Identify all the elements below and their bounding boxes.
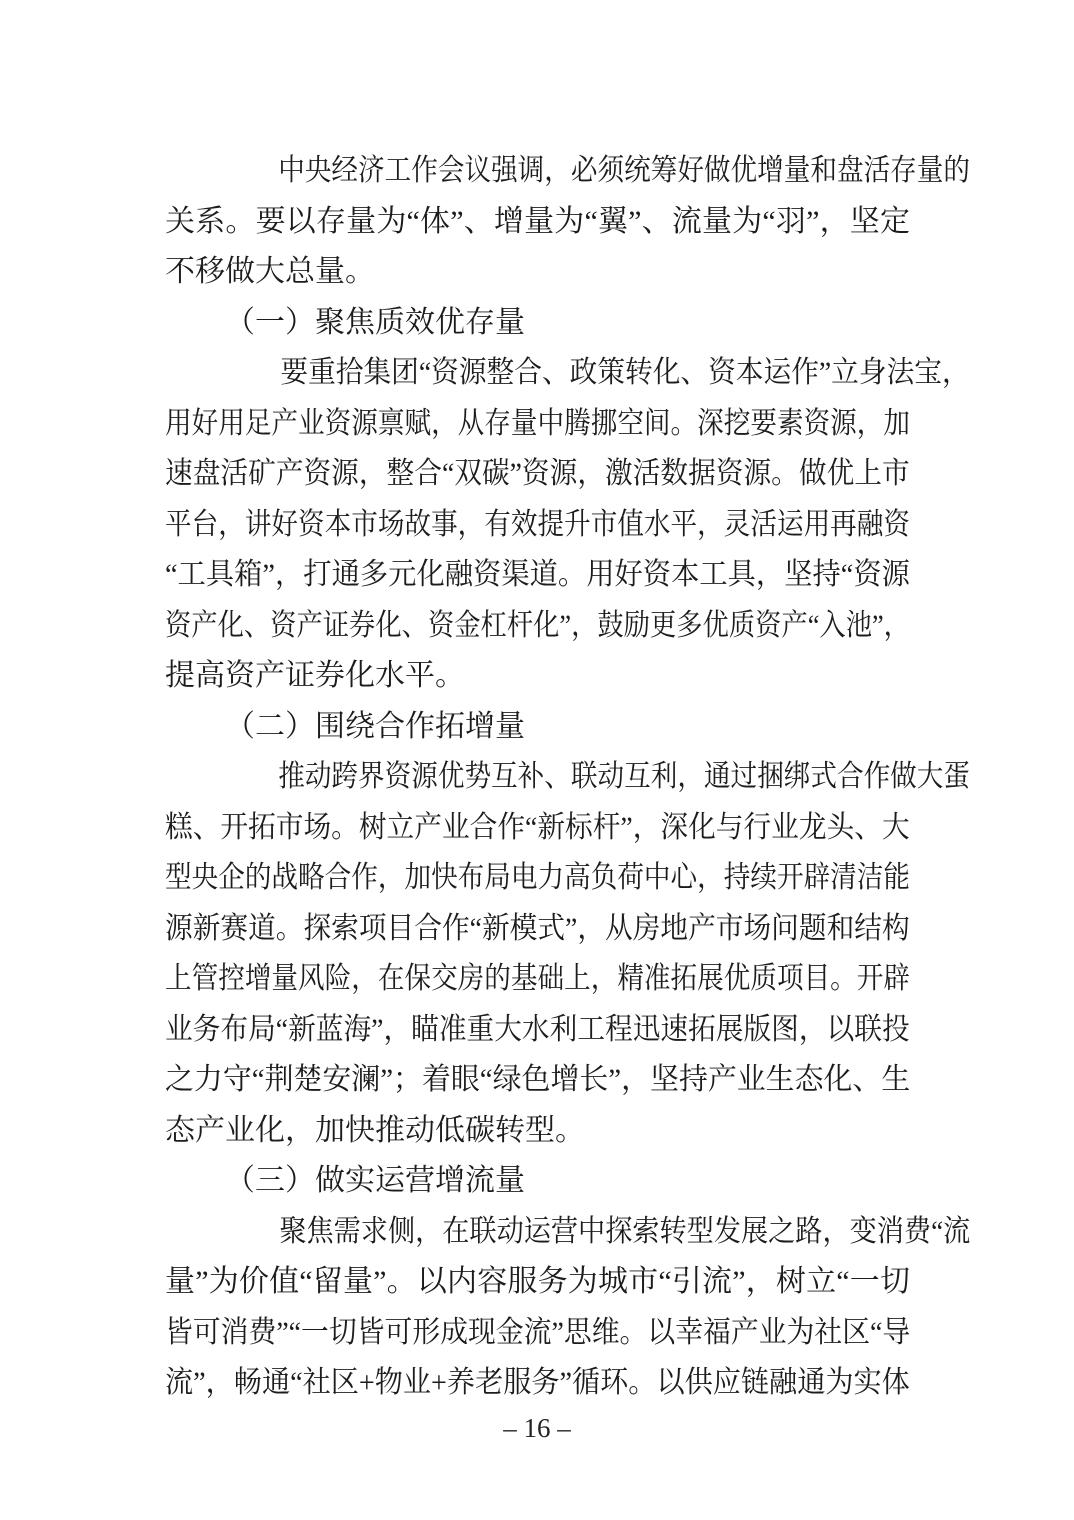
text-line: 流”，畅通“社区+物业+养老服务”循环。以供应链融通为实体 xyxy=(165,1366,910,1399)
text-line: 提高资产证券化水平。 xyxy=(165,659,465,692)
text-line: 态产业化，加快推动低碳转型。 xyxy=(165,1113,585,1147)
text-line: 之力守“荆楚安澜”；着眼“绿色增长”，坚持产业生态化、生 xyxy=(165,1063,911,1096)
page-footer xyxy=(0,1410,1074,1446)
text-line: 中央经济工作会议强调，必须统筹好做优增量和盘活存量的 xyxy=(278,154,970,187)
section-heading: （三）做实运营增流量 xyxy=(225,1164,525,1197)
text-line: 源新赛道。探索项目合作“新模式”，从房地产市场问题和结构 xyxy=(165,911,910,945)
text-line: 用好用足产业资源禀赋，从存量中腾挪空间。深挖要素资源，加 xyxy=(165,406,910,440)
section-heading: （二）围绕合作拓增量 xyxy=(225,709,525,743)
page-number-label: – 16 – xyxy=(503,1413,571,1443)
text-line: 糕、开拓市场。树立产业合作“新标杆”，深化与行业龙头、大 xyxy=(165,810,910,844)
text-line: 关系。要以存量为“体”、增量为“翼”、流量为“羽”，坚定 xyxy=(165,204,910,238)
text-line: 平台，讲好资本市场故事，有效提升市值水平，灵活运用再融资 xyxy=(165,507,910,541)
text-line: 要重拾集团“资源整合、政策转化、资本运作”立身法宝， xyxy=(280,356,970,389)
text-line: 推动跨界资源优势互补、联动互利，通过捆绑式合作做大蛋 xyxy=(278,760,970,793)
text-line: “工具箱”，打通多元化融资渠道。用好资本工具，坚持“资源 xyxy=(165,558,910,591)
text-line: 资产化、资产证券化、资金杠杆化”，鼓励更多优质资产“入池”， xyxy=(165,608,910,642)
text-line: 型央企的战略合作，加快布局电力高负荷中心，持续开辟清洁能 xyxy=(165,861,910,894)
text-line: 皆可消费”“一切皆可形成现金流”思维。以幸福产业为社区“导 xyxy=(165,1315,911,1349)
text-line: 业务布局“新蓝海”，瞄准重大水利工程迅速拓展版图，以联投 xyxy=(165,1012,910,1046)
text-line: 聚焦需求侧，在联动运营中探索转型发展之路，变消费“流 xyxy=(279,1214,971,1248)
text-line: 上管控增量风险，在保交房的基础上，精准拓展优质项目。开辟 xyxy=(165,962,910,995)
section-heading: （一）聚焦质效优存量 xyxy=(225,305,525,339)
text-line: 速盘活矿产资源，整合“双碳”资源，激活数据资源。做优上市 xyxy=(165,457,910,490)
text-line: 不移做大总量。 xyxy=(165,255,375,288)
document-body xyxy=(165,146,971,1409)
text-line: 量”为价值“留量”。以内容服务为城市“引流”，树立“一切 xyxy=(165,1265,910,1298)
